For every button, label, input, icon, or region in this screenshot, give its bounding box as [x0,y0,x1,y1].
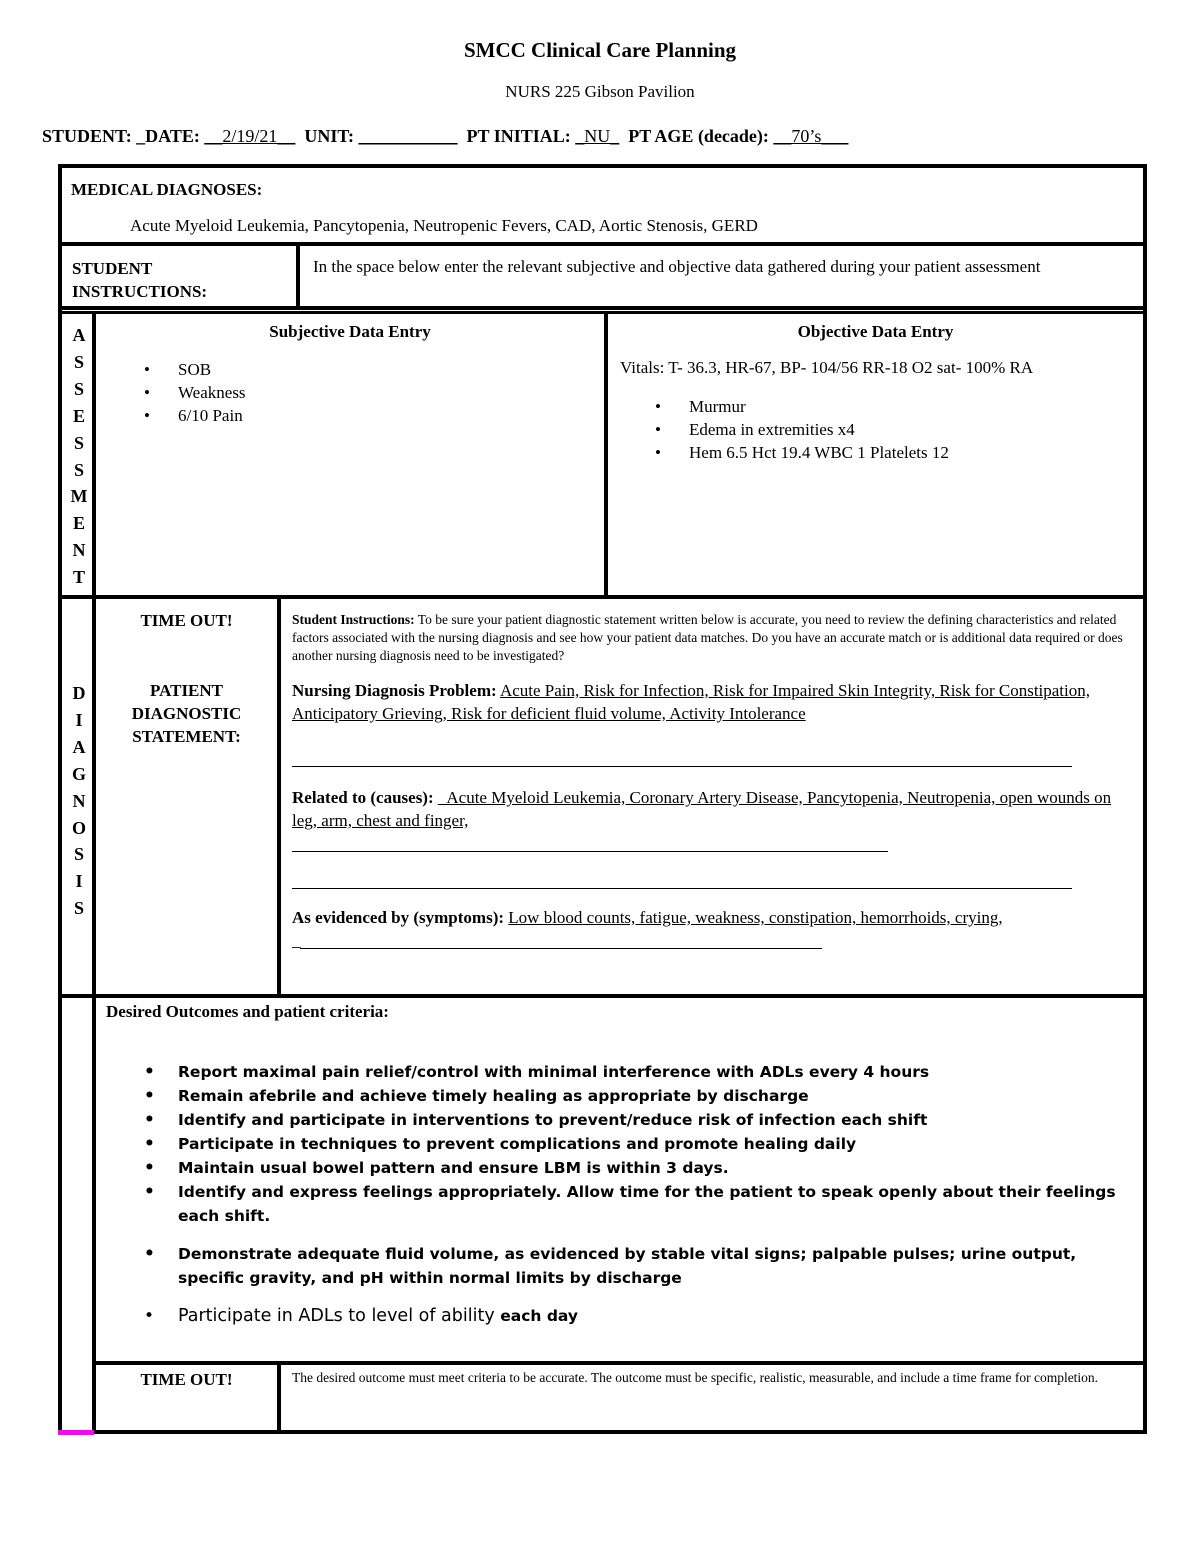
patient-info-line [42,126,848,147]
list-item: • Participate in techniques to prevent complications and promote healing daily [178,1132,1128,1156]
list-item: • SOB [178,358,246,381]
list-item: • Edema in extremities x4 [689,418,949,441]
outcomes-list [178,1060,1128,1328]
side-letter: D [72,683,86,703]
outcomes-title: Desired Outcomes and patient criteria: [106,1002,389,1021]
problem-label: Nursing Diagnosis Problem: [292,681,497,700]
objective-vitals: Vitals: T- 36.3, HR-67, BP- 104/56 RR-18 O2 sat- 100% RA [620,358,1034,377]
student-instructions-label: STUDENT INSTRUCTIONS: [72,259,208,301]
diagnosis-side-label [64,680,94,922]
list-item: • Murmur [689,395,949,418]
pt-age-label: PT AGE (decade): [628,126,769,146]
patient-diagnostic-statement-label: PATIENT DIAGNOSTIC STATEMENT: [131,681,242,746]
outcomes-timeout-label: TIME OUT! [140,1370,233,1389]
pt-age-value: __70’s___ [773,126,849,146]
list-item: • Demonstrate adequate fluid volume, as evidenced by stable vital signs; palpable pulses; urine output, specific gravity, and pH within normal limits by discharge [178,1242,1128,1290]
side-letter: I [75,709,83,730]
outcomes-timeout-text: The desired outcome must meet criteria to be accurate. The outcome must be specific, realistic, measurable, and include a time frame for completion. [292,1370,1099,1385]
subjective-list [178,358,246,427]
side-letter: E [72,405,85,426]
side-letter: N [72,790,86,811]
unit-value: ___________ [358,126,458,146]
pt-initial-label: PT INITIAL: [466,126,571,146]
related-label: Related to (causes): [292,788,434,807]
page-subtitle: NURS 225 Gibson Pavilion [505,82,695,101]
side-letter: S [73,898,84,919]
side-letter: A [72,736,86,757]
evidenced-value: Low blood counts, fatigue, weakness, constipation, hemorrhoids, crying, [508,908,1003,927]
page-title: SMCC Clinical Care Planning [463,38,737,62]
objective-list [689,395,949,464]
side-letter: E [72,513,85,534]
medical-diagnoses-label: MEDICAL DIAGNOSES: [71,180,263,199]
list-item: • Hem 6.5 Hct 19.4 WBC 1 Platelets 12 [689,441,949,464]
diagnosis-instructions [292,611,1137,665]
side-letter: O [71,817,86,838]
medical-diagnoses-value: Acute Myeloid Leukemia, Pancytopenia, Neutropenic Fevers, CAD, Aortic Stenosis, GERD [130,216,758,235]
side-letter: S [73,351,84,372]
side-letter: T [72,567,85,588]
unit-label: UNIT: [304,126,355,146]
evidenced-tail: _ [292,931,301,950]
side-letter: M [70,486,88,507]
related-to [292,786,1137,832]
side-letter: S [73,432,84,453]
subjective-title: Subjective Data Entry [269,322,431,341]
nursing-diagnosis-problem [292,679,1137,725]
side-letter: S [73,459,84,480]
side-letter: I [75,871,83,892]
list-item: • Identify and participate in interventions to prevent/reduce risk of infection each shift [178,1108,1128,1132]
list-item: • Identify and express feelings appropriately. Allow time for the patient to speak openly about their feelings each shift. [178,1180,1128,1228]
diagnosis-instructions-text: To be sure your patient diagnostic statement written below is accurate, you need to review the defining characteristics and related factors associated with the nursing diagnosis and see how your patient data matches. Do you have an accurate match or is additional data required or does another nursing diagnosis need to be investigated? [292,612,1123,663]
list-item: • 6/10 Pain [178,404,246,427]
blank-line [292,851,888,852]
blank-line [292,766,1072,767]
problem-value: Acute Pain, Risk for Infection, Risk for Impaired Skin Integrity, Risk for Constipation, Anticipatory Grieving, Risk for deficient fluid volume, Activity Intolerance [292,681,1091,723]
side-letter: A [72,325,86,345]
blank-line [292,888,1072,889]
objective-title: Objective Data Entry [797,322,954,341]
timeout-label: TIME OUT! [140,611,233,630]
student-date-label: STUDENT: _DATE: [42,126,200,146]
evidenced-label: As evidenced by (symptoms): [292,908,505,927]
list-item [178,1304,1128,1328]
side-letter: S [73,378,84,399]
assessment-side-label [64,322,94,591]
list-item: • Remain afebrile and achieve timely healing as appropriate by discharge [178,1084,1128,1108]
evidenced-by [292,908,1137,928]
student-instructions-text: In the space below enter the relevant subjective and objective data gathered during your patient assessment [313,257,1041,276]
side-letter: S [73,844,84,865]
date-value: __2/19/21__ [204,126,296,146]
side-letter: N [72,540,86,561]
last-outcome-suffix: each day [500,1307,579,1325]
side-letter: G [71,763,86,784]
blank-line [300,948,822,949]
diagnosis-instructions-label: Student Instructions: [292,612,415,627]
related-value: _Acute Myeloid Leukemia, Coronary Artery Disease, Pancytopenia, Neutropenia, open wounds on leg, arm, chest and finger, [292,788,1112,830]
pt-initial-value: _NU_ [575,126,620,146]
list-item: • Report maximal pain relief/control with minimal interference with ADLs every 4 hours [178,1060,1128,1084]
accent-mark [58,1430,94,1435]
list-item: • Weakness [178,381,246,404]
last-outcome-main: Participate in ADLs to level of ability [178,1306,501,1326]
list-item: • Maintain usual bowel pattern and ensure LBM is within 3 days. [178,1156,1128,1180]
